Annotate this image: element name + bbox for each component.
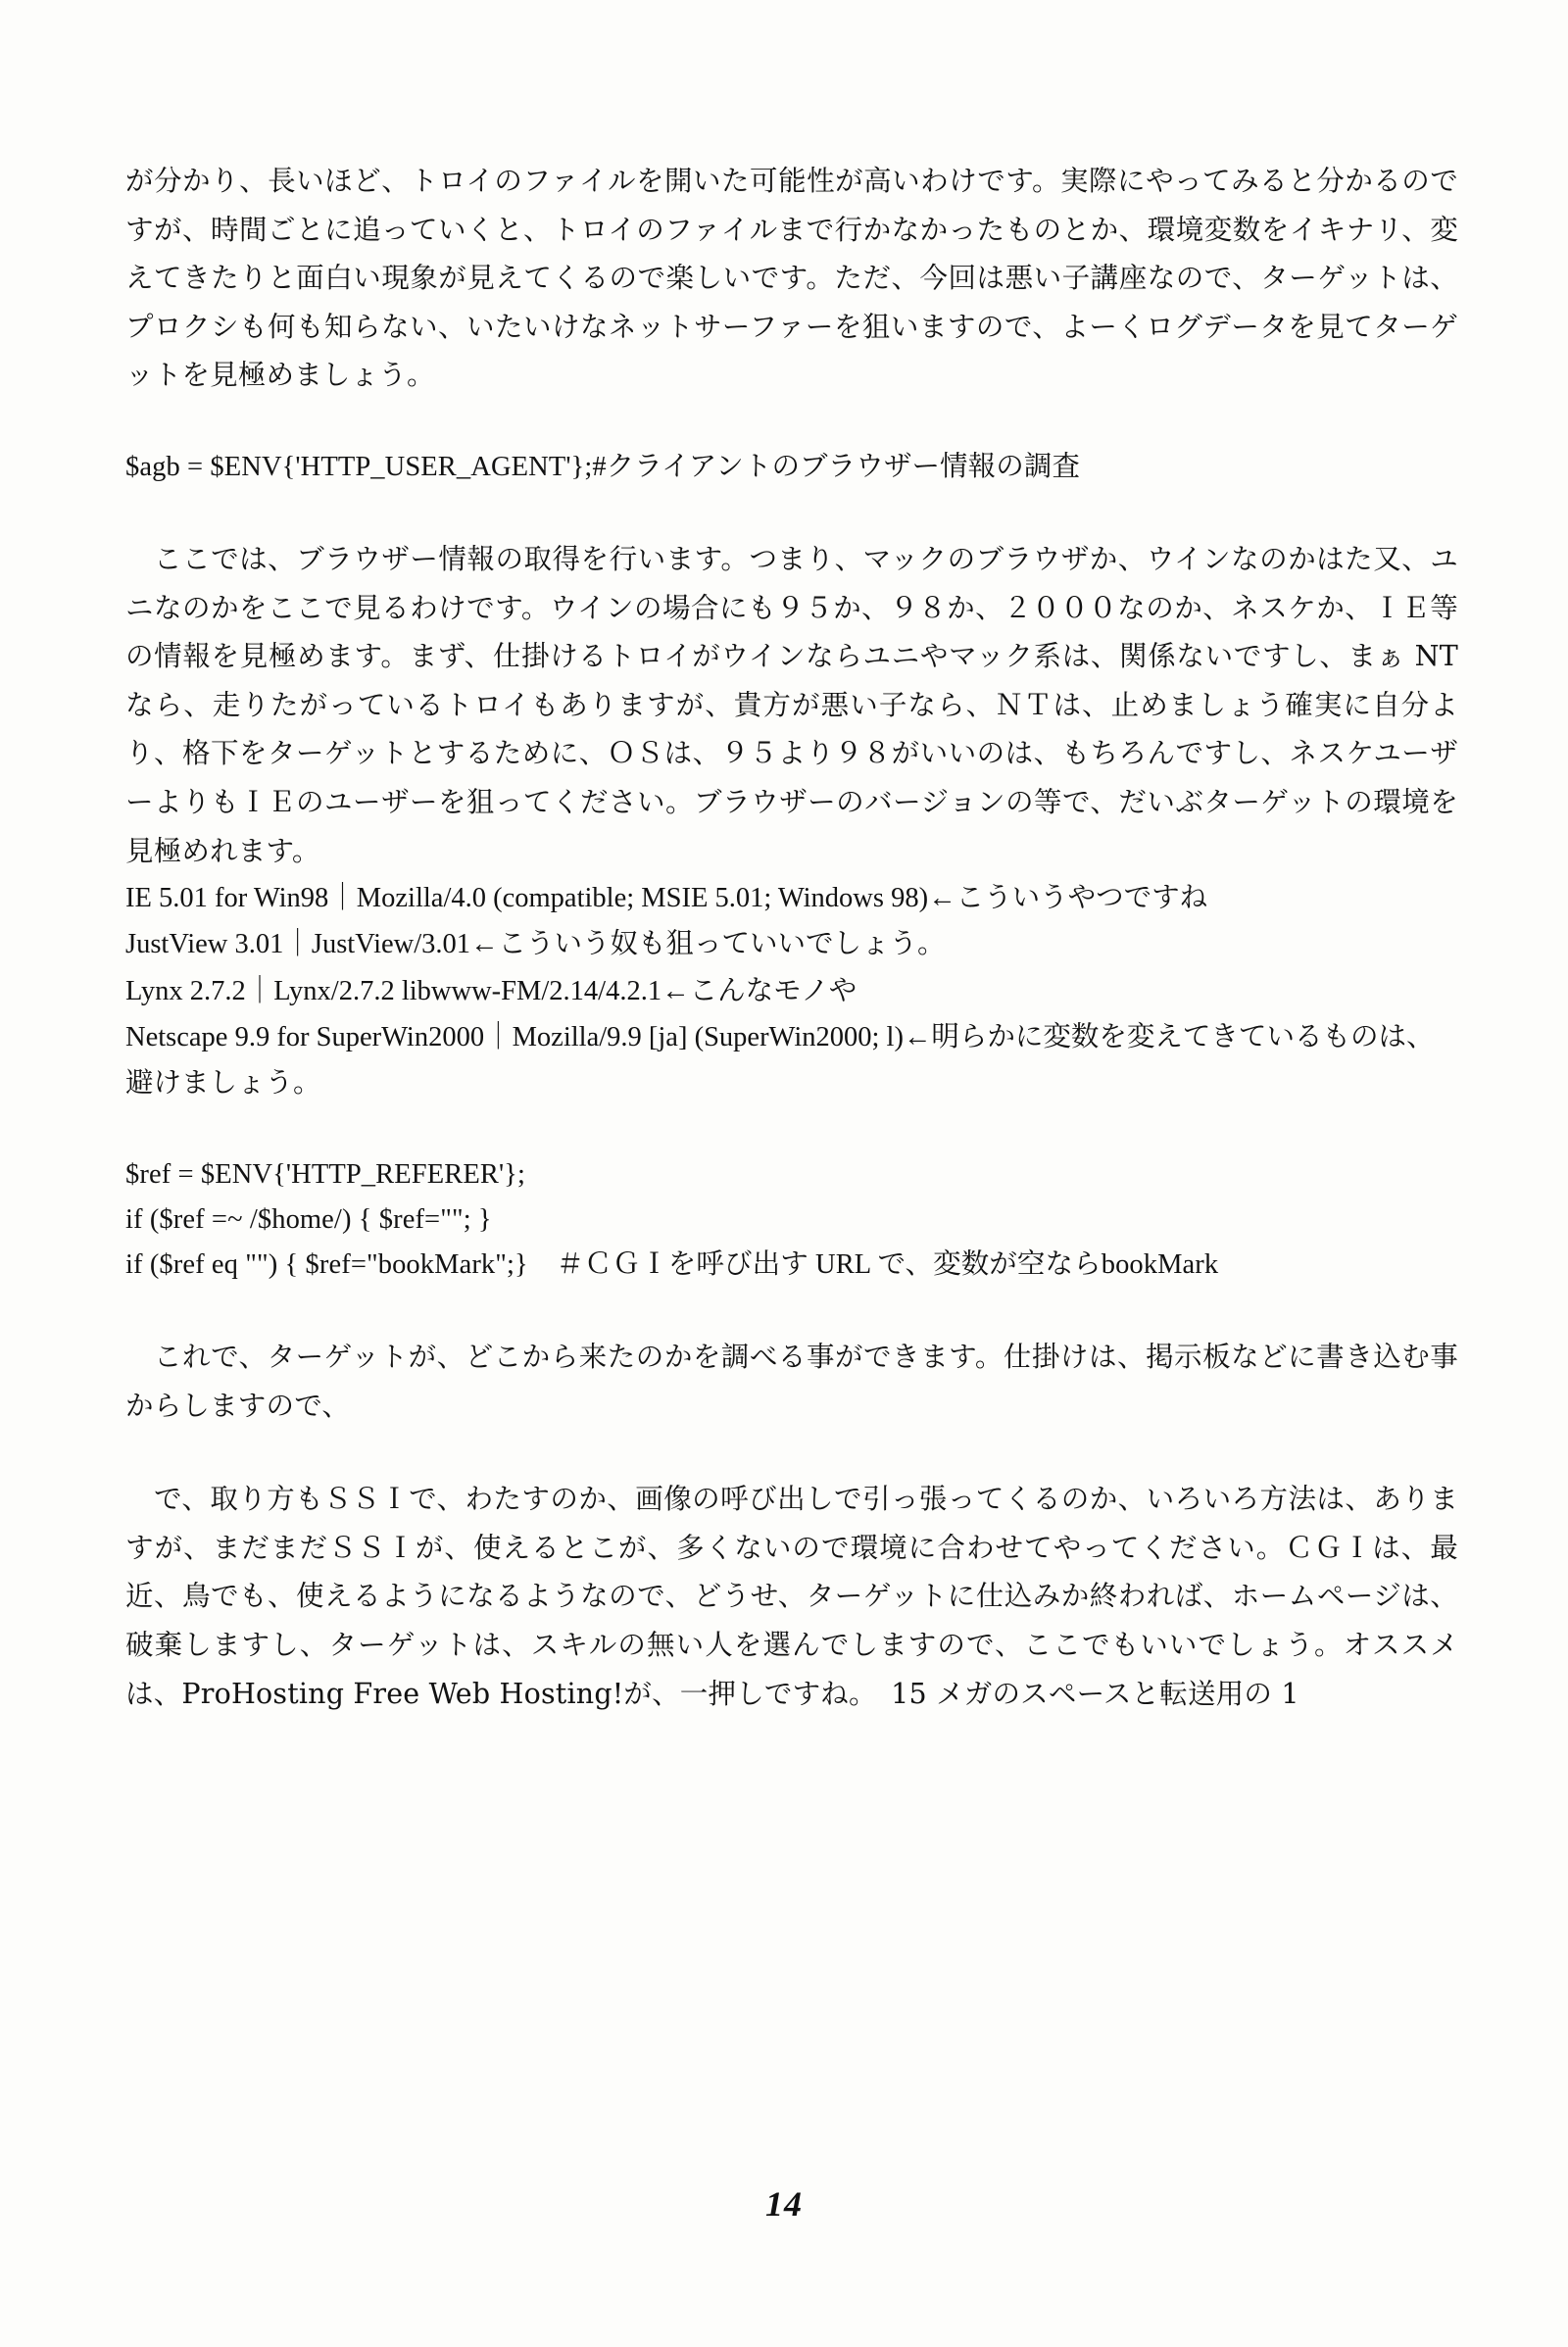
page-number: 14 — [765, 2184, 803, 2224]
user-agent-line: IE 5.01 for Win98｜Mozilla/4.0 (compatible; MSIE 5.01; Windows 98)←こういうやつですね — [125, 883, 1208, 914]
code-line-user-agent: $agb = $ENV{'HTTP_USER_AGENT'};#クライアントのブラウザー情報の調査 — [125, 451, 1081, 482]
spacer — [125, 1430, 1458, 1475]
spacer — [125, 1288, 1458, 1333]
paragraph-intro: が分かり、長いほど、トロイのファイルを開いた可能性が高いわけです。実際にやってみると分かるのですが、時間ごとに追っていくと、トロイのファイルまで行かなかったものとか、環境変数をイキナリ、変えてきたりと面白い現象が見えてくるので楽しいです。ただ、今回は悪い子講座なので、ターゲットは、プロクシも何も知らない、いたいけなネットサーファーを狙いますので、よーくログデータを見てターゲットを見極めましょう。 — [125, 165, 1458, 392]
paragraph-browser-info: ここでは、ブラウザー情報の取得を行います。つまり、マックのブラウザか、ウインなのかはた又、ユニなのかをここで見るわけです。ウインの場合にも９５か、９８か、２０００なのか、ネスケか、ＩＥ等の情報を見極めます。まず、仕掛けるトロイがウインならユニやマック系は、関係ないですし、まぁ NT なら、走りたがっているトロイもありますが、貴方が悪い子なら、ＮＴは、止めましょう確実に自分より、格下をターゲットとするために、ＯＳは、９５より９８がいいのは、もちろんですし、ネスケユーザーよりもＩＥのユーザーを狙ってください。ブラウザーのバージョンの等で、だいぶターゲットの環境を見極めれます。 — [125, 543, 1458, 867]
page-content — [125, 157, 1458, 1718]
paragraph-referer-explain: これで、ターゲットが、どこから来たのかを調べる事ができます。仕掛けは、掲示板などに書き込む事からしますので、 — [125, 1341, 1458, 1422]
user-agent-line: Netscape 9.9 for SuperWin2000｜Mozilla/9.9 [ja] (SuperWin2000; l)←明らかに変数を変えてきているものは、避けましょう。 — [125, 1021, 1435, 1100]
code-line-referer-1: $ref = $ENV{'HTTP_REFERER'}; — [125, 1158, 525, 1190]
spacer — [125, 1107, 1458, 1152]
code-block-referer — [125, 1152, 1458, 1288]
user-agent-line: Lynx 2.7.2｜Lynx/2.7.2 libwww-FM/2.14/4.2.1←こんなモノや — [125, 975, 858, 1006]
code-line-referer-3: if ($ref eq "") { $ref="bookMark";} ＃ＣＧＩを呼び出す URL で、変数が空ならbookMark — [125, 1248, 1219, 1280]
user-agent-list — [125, 875, 1458, 1106]
spacer — [125, 490, 1458, 535]
spacer — [125, 400, 1458, 445]
paragraph-ssi-hosting: で、取り方もＳＳＩで、わたすのか、画像の呼び出しで引っ張ってくるのか、いろいろ方法は、ありますが、まだまだＳＳＩが、使えるとこが、多くないので環境に合わせてやってください。ＣＧＩは、最近、鳥でも、使えるようになるようなので、どうせ、ターゲットに仕込みか終われば、ホームページは、破棄しますし、ターゲットは、スキルの無い人を選んでしますので、ここでもいいでしょう。オススメは、ProHosting Free Web Hosting!が、一押しですね。 15 メガのスペースと転送用の 1 — [125, 1483, 1458, 1710]
code-line-referer-2: if ($ref =~ /$home/) { $ref=""; } — [125, 1203, 492, 1235]
user-agent-line: JustView 3.01｜JustView/3.01←こういう奴も狙っていいでしょう。 — [125, 929, 946, 960]
